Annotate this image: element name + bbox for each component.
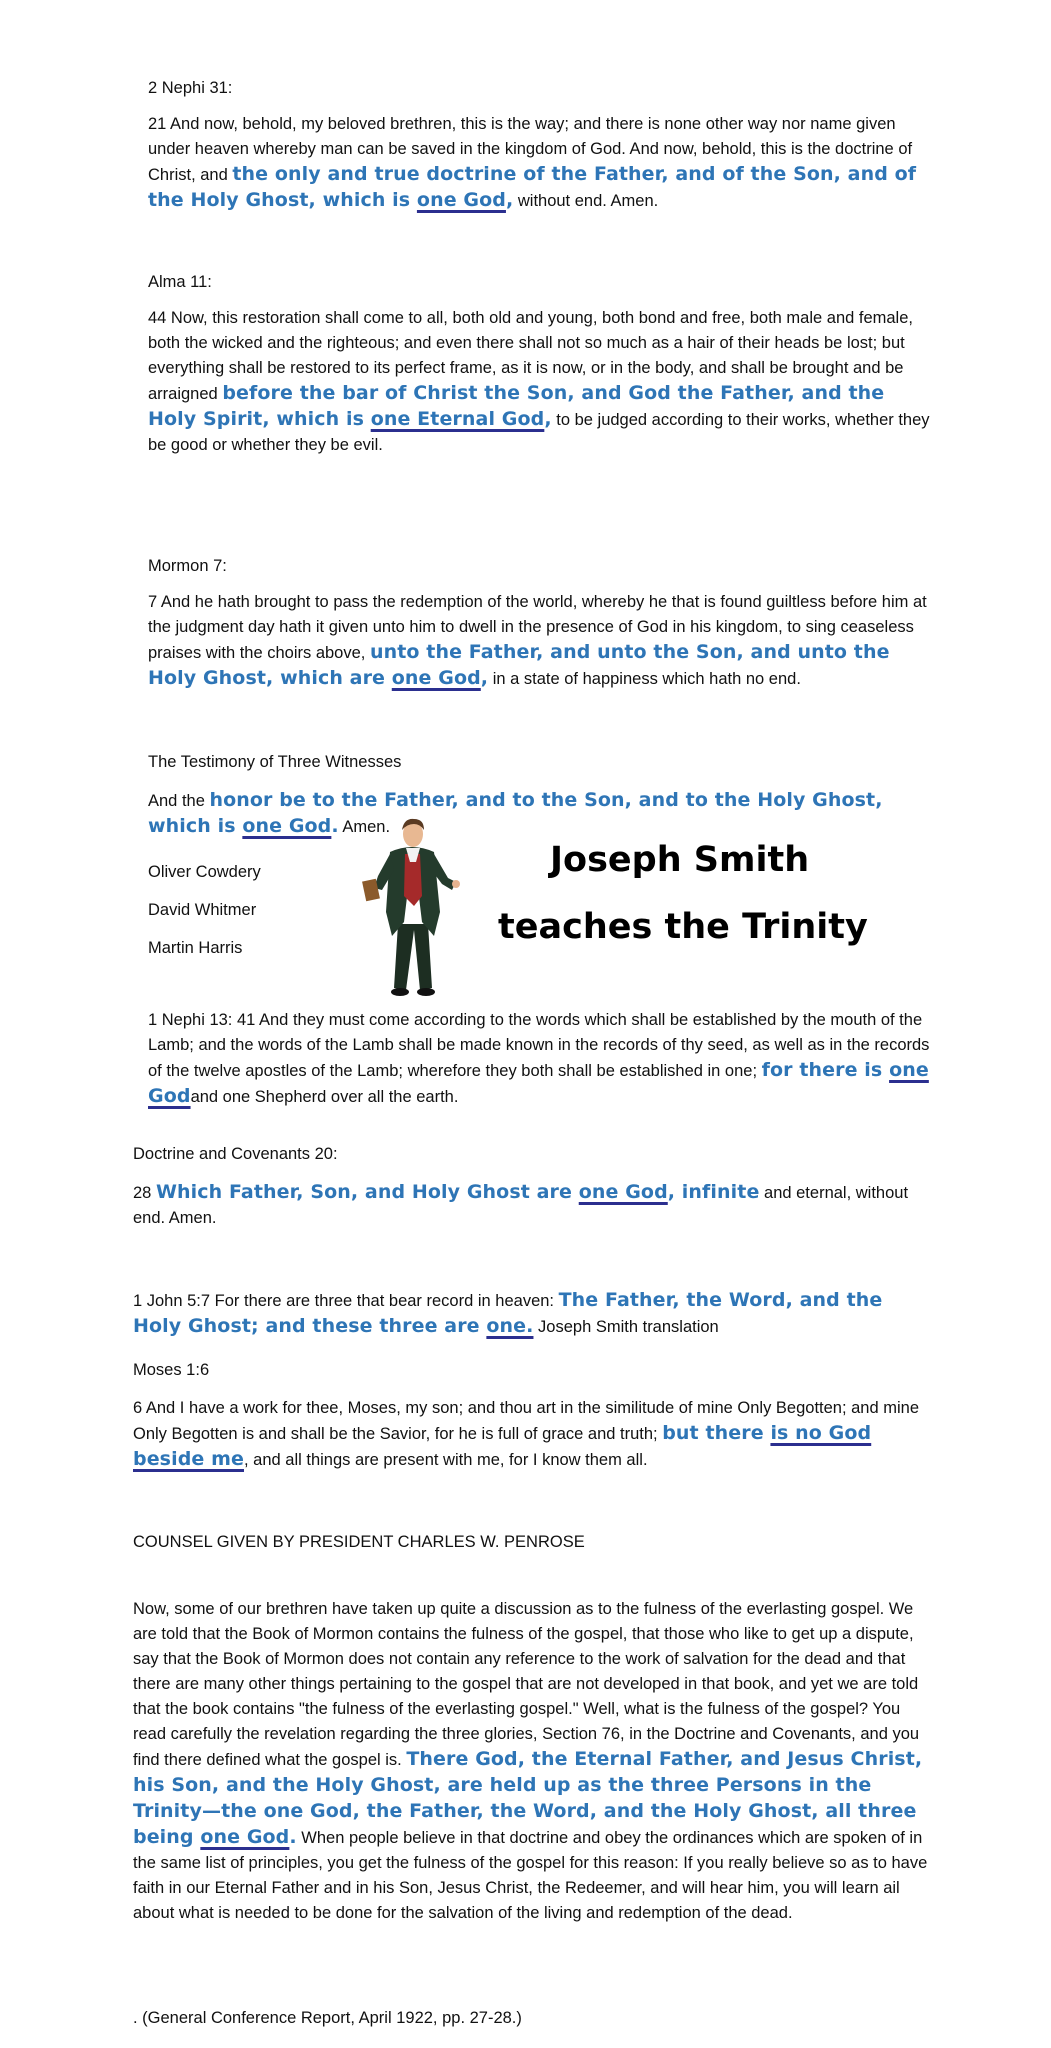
verse-text: 6 And I have a work for thee, Moses, my son; and thou art in the similitude of mine Only Begotten; and mine Only Begotten is and shall be the Savior, for he is full of grace and truth;	[133, 1399, 920, 1443]
alma11-heading: Alma 11:	[148, 273, 212, 291]
verse-text-end: Joseph Smith translation	[533, 1318, 719, 1336]
banner-line-2: teaches the Trinity	[498, 907, 868, 947]
dc20-heading: Doctrine and Covenants 20:	[133, 1145, 338, 1163]
mormon7-verse	[148, 590, 943, 692]
highlight-text-cont: , infinite	[667, 1181, 760, 1203]
underlined-phrase: one Eternal God	[370, 408, 545, 430]
verse-text: And the	[148, 792, 210, 810]
verse-text: 1 Nephi 13: 41 And they must come according to the words which shall be established by the mouth of the Lamb; and the words of the Lamb shall be made known in the records of thy seed, as well as in the records of the twelve apostles of the Lamb; wherefore they both shall be established in one;	[148, 1011, 930, 1080]
highlight-punct: .	[331, 815, 339, 837]
verse-text: 7 And he hath brought to pass the redemption of the world, whereby he that is found guiltless before him at the judgment day hath it given unto him to dwell in the presence of God in his kingdom, to sing ceaseless praises with the choirs above,	[148, 593, 927, 662]
moses-heading: Moses 1:6	[133, 1361, 210, 1379]
highlight-text: The Father, the Word, and the Holy Ghost; and these three are	[133, 1289, 883, 1337]
highlight-text: honor be to the Father, and to the Son, and to the Holy Ghost, which is	[148, 789, 883, 837]
underlined-phrase: one God	[242, 815, 332, 837]
underlined-phrase: one God	[148, 1059, 929, 1107]
underlined-phrase: one God	[391, 667, 481, 689]
quote-text-end: When people believe in that doctrine and obey the ordinances which are spoken of in the same list of principles, you get the fulness of the gospel for this reason: If you really believe so as to have faith in our Eternal Father and in his Son, Jesus Christ, the Redeemer, and will hear him, you will learn ail about what is needed to be done for the salvation of the living and redemption of the dead.	[133, 1829, 928, 1922]
quote-text: Now, some of our brethren have taken up quite a discussion as to the fulness of the everlasting gospel. We are told that the Book of Mormon contains the fulness of the gospel, that those who like to get up a dispute, say that the Book of Mormon does not contain any reference to the work of salvation for the dead and that there are many other things pertaining to the gospel that are not developed in that book, and yet we are told that the book contains "the fulness of the everlasting gospel." Well, what is the fulness of the gospel? You read carefully the revelation regarding the three glories, Section 76, in the Doctrine and Covenants, and you find there defined what the gospel is.	[133, 1600, 920, 1769]
verse-text-end: and one Shepherd over all the earth.	[190, 1088, 459, 1106]
moses-verse	[133, 1396, 933, 1473]
alma11-verse	[148, 306, 933, 458]
witnesses-heading: The Testimony of Three Witnesses	[148, 753, 402, 771]
joseph-smith-figure	[360, 812, 470, 1004]
underlined-phrase: one God	[416, 189, 506, 211]
verse-text-end: Amen.	[338, 818, 391, 836]
highlight-text: for there is	[761, 1059, 890, 1081]
witness-name: Martin Harris	[148, 939, 243, 957]
witnesses-testimony	[148, 788, 948, 840]
verse-text: 21 And now, behold, my beloved brethren, this is the way; and there is none other way nor name given under heaven whereby man can be saved in the kingdom of God. And now, behold, this is the doctrine of Christ, and	[148, 115, 913, 184]
banner-line-1: Joseph Smith	[550, 840, 810, 880]
mormon7-heading: Mormon 7:	[148, 557, 227, 575]
penrose-quote	[133, 1597, 933, 1926]
highlight-text: the only and true doctrine of the Father, and of the Son, and of the Holy Ghost, which is	[148, 163, 917, 211]
nephi31-heading: 2 Nephi 31:	[148, 79, 233, 97]
highlight-punct: ,	[544, 408, 552, 430]
highlight-punct: .	[289, 1826, 297, 1848]
nephi31-verse	[148, 112, 928, 214]
highlight-punct: ,	[505, 189, 514, 211]
verse-text-end: in a state of happiness which hath no end.	[488, 670, 801, 688]
nephi13-verse	[148, 1008, 943, 1110]
verse-text: 1 John 5:7 For there are three that bear record in heaven:	[133, 1292, 559, 1310]
witness-name: Oliver Cowdery	[148, 863, 261, 881]
john-verse	[133, 1288, 923, 1340]
penrose-heading: COUNSEL GIVEN BY PRESIDENT CHARLES W. PENROSE	[133, 1533, 585, 1551]
highlight-text: but there	[662, 1422, 771, 1444]
verse-text: 28	[133, 1184, 156, 1202]
verse-text-end: and eternal, without end. Amen.	[133, 1184, 909, 1227]
underlined-phrase: one God	[578, 1181, 668, 1203]
highlight-text: unto the Father, and unto the Son, and unto the Holy Ghost, which are	[148, 641, 890, 689]
underlined-phrase: is no God beside me	[133, 1422, 872, 1470]
citation: . (General Conference Report, April 1922, pp. 27-28.)	[133, 2009, 522, 2027]
highlight-text: There God, the Eternal Father, and Jesus Christ, his Son, and the Holy Ghost, are held up as the three Persons in the Trinity—the one God, the Father, the Word, and the Holy Ghost, all three being	[133, 1748, 923, 1848]
verse-text-end: without end. Amen.	[513, 192, 659, 210]
highlight-text: before the bar of Christ the Son, and God the Father, and the Holy Spirit, which is	[148, 382, 885, 430]
highlight-punct: ,	[480, 667, 489, 689]
dc20-verse	[133, 1180, 933, 1231]
verse-text-end: to be judged according to their works, whether they be good or whether they be evil.	[148, 411, 930, 454]
verse-text-end: , and all things are present with me, for I know them all.	[244, 1451, 648, 1469]
underlined-phrase: one.	[486, 1315, 534, 1337]
underlined-phrase: one God	[200, 1826, 290, 1848]
highlight-text: Which Father, Son, and Holy Ghost are	[155, 1181, 579, 1203]
witness-name: David Whitmer	[148, 901, 257, 919]
verse-text: 44 Now, this restoration shall come to all, both old and young, both bond and free, both male and female, both the wicked and the righteous; and even there shall not so much as a hair of their heads be lost; but everything shall be restored to its perfect frame, as it is now, or in the body, and shall be brought and be arraigned	[148, 309, 913, 403]
